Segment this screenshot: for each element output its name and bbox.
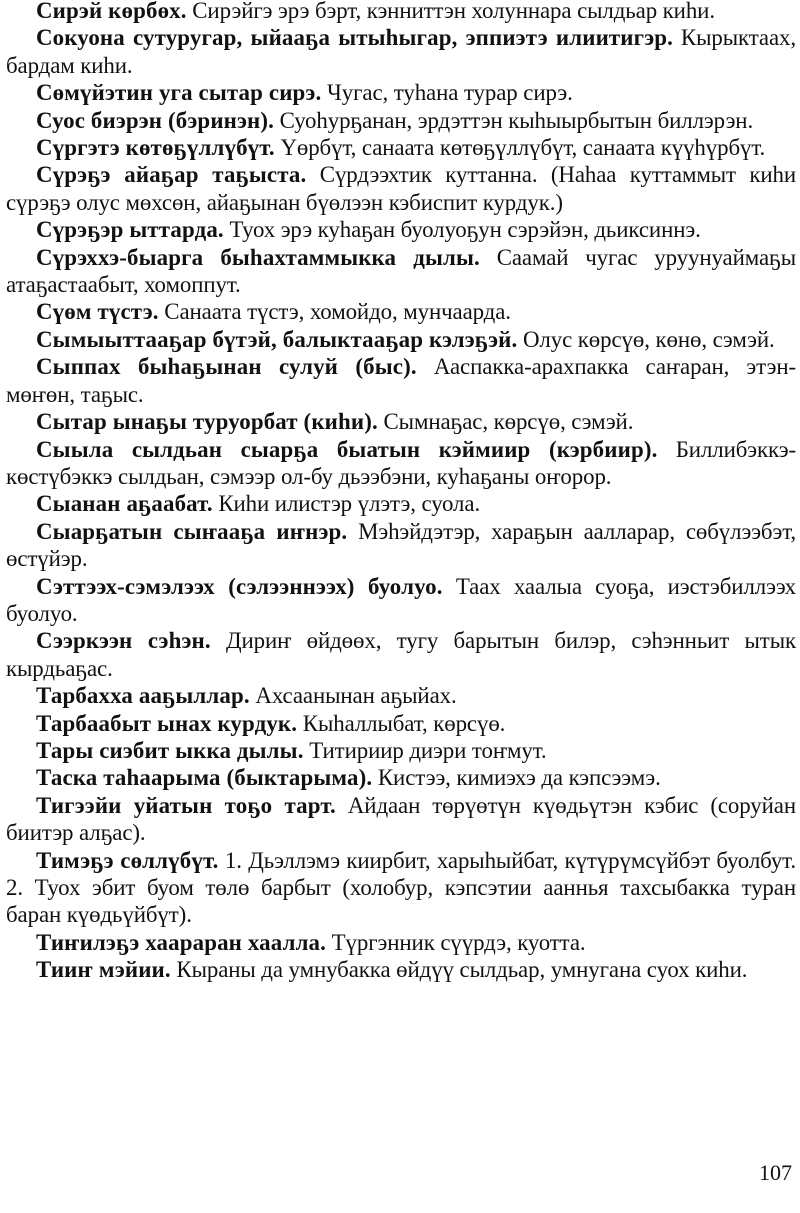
entry-head: Сүрэххэ-быарга быһахтаммыкка дылы. [36, 244, 480, 270]
entry [6, 353, 796, 408]
entry [6, 408, 796, 435]
entry [6, 0, 796, 24]
entry-definition: Дириҥ өйдөөх, тугу барытын билэр, сэһэнньит ытык кырдьаҕас. [6, 628, 796, 681]
entry-head: Сирэй көрбөх. [36, 0, 187, 23]
entry-definition: Биллибэккэ-көстүбэккэ сылдьан, сэмээр ол-бу дьээбэни, куһаҕаны оҥорор. [6, 436, 796, 489]
entry [6, 627, 796, 682]
entry-definition: Сымнаҕас, көрсүө, сэмэй. [383, 409, 634, 435]
entry-head: Сүрэҕэ айаҕар таҕыста. [36, 162, 307, 188]
entry [6, 956, 796, 983]
entry-head: Тарбаабыт ынах курдук. [36, 710, 298, 736]
entry [6, 764, 796, 791]
entry [6, 24, 796, 79]
entry-definition: Сүрдээхтик куттанна. (Наһаа куттаммыт киһи сүрэҕэ олус мөхсөн, айаҕынан бүөлээн кэбиспит курдук.) [6, 162, 796, 215]
entry-definition: Олус көрсүө, көнө, сэмэй. [522, 326, 775, 352]
entry-definition: Мэһэйдэтэр, хараҕын аалларар, сөбүлээбэт, өстүйэр. [6, 518, 796, 572]
entry-definition: Туох эрэ куһаҕан буолуоҕун сэрэйэн, дьиксиннэ. [229, 217, 701, 243]
entry-definition: Сирэйгэ эрэ бэрт, кэнниттэн холуннара сылдьар киһи. [192, 0, 715, 23]
entry-head: Сүргэтэ көтөҕүллүбүт. [36, 135, 275, 161]
entry-definition: Суоһурҕанан, эрдэттэн кыһыырбытын биллэрэн. [279, 107, 754, 133]
entry-head: Тарбахха ааҕыллар. [36, 683, 250, 709]
entry [6, 710, 796, 737]
entry-head: Тиҥилэҕэ хаараран хаалла. [36, 929, 327, 955]
entry-definition: Кистээ, кимиэхэ да кэпсээмэ. [377, 765, 661, 791]
entry-head: Сокуона сутуругар, ыйааҕа ытыһыгар, эппиэтэ илиитигэр. [36, 25, 673, 51]
entry-head: Сүрэҕэр ыттарда. [36, 217, 224, 243]
entry-definition: Ахсаанынан аҕыйах. [255, 683, 457, 709]
entry [6, 737, 796, 764]
entry-definition: Үөрбүт, санаата көтөҕүллүбүт, санаата күүһүрбүт. [280, 135, 766, 161]
entry [6, 573, 796, 628]
entry-head: Сүөм түстэ. [36, 299, 159, 325]
entry [6, 682, 796, 709]
entry [6, 929, 796, 956]
entry [6, 326, 796, 353]
entry-head: Тигээйи уйатын тоҕо тарт. [36, 792, 336, 818]
entry [6, 134, 796, 161]
entry [6, 244, 796, 299]
entry [6, 216, 796, 243]
entry-head: Сытар ынаҕы туруорбат (киһи). [36, 409, 378, 435]
entry-definition: Санаата түстэ, хомойдо, мунчаарда. [164, 299, 511, 325]
page-number: 107 [759, 1160, 792, 1185]
entry-definition: Кыһаллыбат, көрсүө. [302, 710, 506, 736]
entry-definition: Айдаан төрүөтүн күөдьүтэн кэбис (соруйан биитэр алҕас). [6, 792, 797, 846]
entry-head: Тииҥ мэйии. [36, 957, 171, 983]
entry-definition: Киһи илистэр үлэтэ, суола. [218, 491, 481, 517]
entry-head: Сөмүйэтин уга сытар сирэ. [36, 80, 322, 106]
entry-definition: Саамай чугас уруунуаймаҕы атаҕастаабыт, хомоппут. [6, 244, 796, 298]
entry-list [6, 0, 796, 984]
entry [6, 107, 796, 134]
entry-head: Сэттээх-сэмэлээх (сэлээннээх) буолуо. [36, 573, 443, 599]
entry-head: Сыарҕатын сыҥааҕа иҥнэр. [36, 518, 348, 544]
entry [6, 847, 796, 929]
entry-head: Таска таһаарыма (быктарыма). [36, 765, 373, 791]
entry-head: Сыыла сылдьан сыарҕа быатын кэймиир (кэрбиир). [36, 436, 658, 462]
entry-head: Сымыыттааҕар бүтэй, балыктааҕар кэлэҕэй. [36, 326, 518, 352]
entry-head: Сыанан аҕаабат. [36, 491, 213, 517]
entry [6, 436, 796, 491]
entry-head: Тимэҕэ сөллүбүт. [36, 847, 219, 873]
entry-definition: Түргэнник сүүрдэ, куотта. [331, 929, 586, 955]
entry-definition: Чугас, туһана турар сирэ. [326, 80, 573, 106]
entry [6, 161, 796, 216]
entry-head: Сыппах быһаҕынан сулуй (быс). [36, 354, 417, 380]
entry-head: Сээркээн сэһэн. [36, 628, 211, 654]
entry-head: Тары сиэбит ыкка дылы. [36, 737, 304, 763]
entry-definition: Титириир диэри тоҥмут. [309, 737, 547, 763]
entry-definition: Таах хаалыа суоҕа, иэстэбиллээх буолуо. [6, 573, 796, 626]
entry [6, 298, 796, 325]
entry [6, 518, 796, 573]
entry [6, 79, 796, 106]
entry-definition: Кырыктаах, бардам киһи. [6, 25, 796, 78]
entry-definition: 1. Дьэллэмэ киирбит, харыһыйбат, күтүрүмсүйбэт буолбут. 2. Туох эбит буом төлө барбыт (холобур, кэпсэтии ааннья тахсыбакка туран баран күөдьүйбүт). [6, 847, 796, 928]
entry-definition: Ааспакка-арахпакка саҥаран, этэн-мөҥөн, таҕыс. [6, 354, 797, 407]
entry [6, 792, 796, 847]
entry-head: Суос биэрэн (бэринэн). [36, 107, 275, 133]
entry-definition: Кыраны да умнубакка өйдүү сылдьар, умнугана суох киһи. [176, 957, 748, 983]
entry [6, 490, 796, 517]
